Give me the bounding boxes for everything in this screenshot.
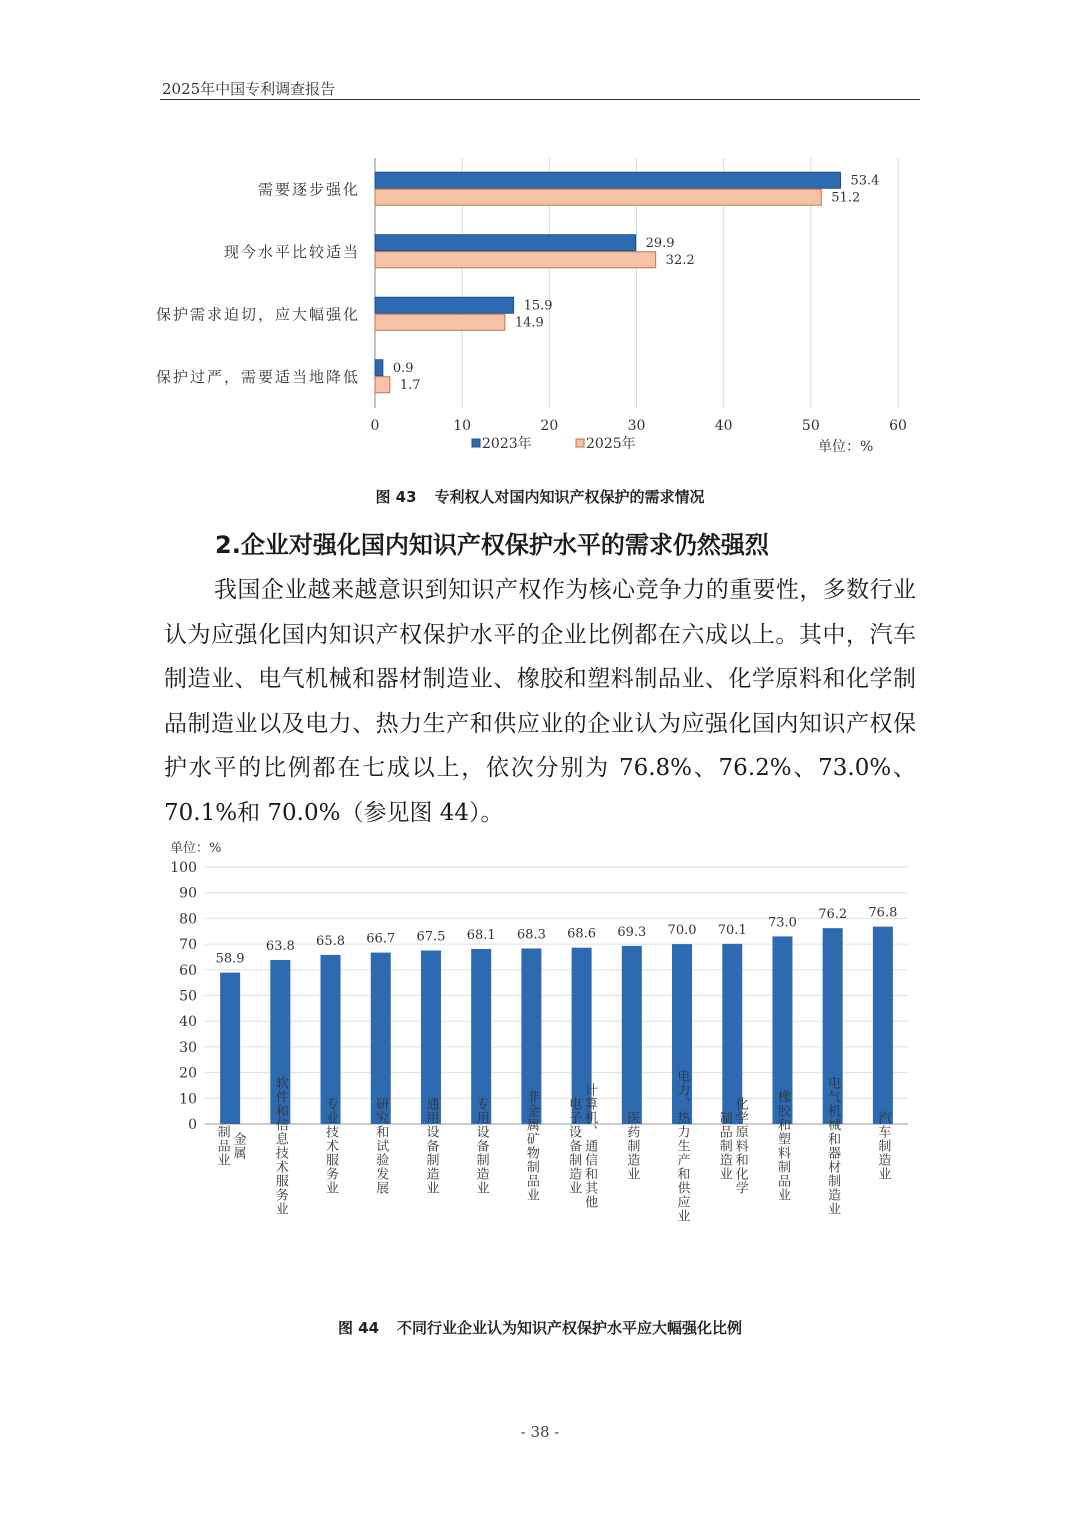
category-label: 汽车制造业 — [875, 1111, 891, 1181]
bar — [873, 927, 893, 1124]
x-tick-label: 50 — [801, 418, 820, 434]
figure-44-chart — [150, 836, 925, 1306]
data-label: 15.9 — [523, 298, 553, 314]
y-tick-label: 20 — [179, 1065, 197, 1082]
bar-2025 — [375, 314, 505, 330]
section-heading: 2.企业对强化国内知识产权保护水平的需求仍然强烈 — [215, 531, 769, 559]
category-label: 金属 — [230, 1132, 246, 1160]
x-tick-label: 10 — [453, 418, 472, 434]
legend-label: 2025年 — [586, 436, 636, 452]
data-label: 70.0 — [667, 923, 697, 939]
legend-label: 2023年 — [482, 436, 532, 452]
y-tick-label: 0 — [188, 1117, 197, 1133]
data-label: 63.8 — [265, 939, 295, 955]
category-label: 电子设备制造业 — [566, 1097, 582, 1195]
unit-label: 单位：% — [170, 841, 222, 856]
data-label: 76.2 — [818, 907, 848, 923]
unit-label: 单位：% — [818, 439, 874, 455]
x-tick-label: 40 — [714, 418, 733, 434]
legend-swatch — [472, 439, 480, 447]
figure-43-number: 图 43 — [375, 488, 417, 506]
bar-2025 — [375, 377, 390, 393]
data-label: 68.1 — [466, 927, 496, 943]
category-label: 现今水平比较适当 — [223, 242, 360, 261]
category-label: 需要逐步强化 — [257, 180, 360, 199]
bar-2023 — [375, 172, 840, 188]
y-tick-label: 10 — [179, 1091, 197, 1108]
y-tick-label: 70 — [179, 937, 197, 954]
data-label: 29.9 — [645, 235, 675, 251]
category-label: 橡胶和塑料制品业 — [774, 1090, 790, 1202]
x-tick-label: 30 — [627, 418, 646, 434]
figure-43-title: 专利权人对国内知识产权保护的需求情况 — [434, 488, 705, 506]
category-label: 保护需求迫切，应大幅强化 — [155, 305, 360, 324]
x-tick-label: 60 — [889, 418, 907, 434]
y-tick-label: 100 — [170, 860, 197, 876]
data-label: 70.1 — [717, 922, 747, 938]
bar — [220, 973, 240, 1124]
figure-44-title: 不同行业企业认为知识产权保护水平应大幅强化比例 — [397, 1319, 743, 1337]
figure-44-caption — [0, 1317, 1080, 1338]
data-label: 76.8 — [868, 905, 898, 921]
header-rule — [160, 99, 920, 100]
data-label: 32.2 — [665, 252, 695, 268]
category-label: 保护过严，需要适当地降低 — [155, 367, 360, 386]
legend-swatch — [576, 439, 584, 447]
data-label: 1.7 — [399, 377, 421, 393]
y-tick-label: 50 — [179, 988, 197, 1005]
category-label: 电气机械和器材制造业 — [825, 1076, 841, 1216]
category-label: 化学原料和化学 — [732, 1097, 748, 1195]
bar — [622, 946, 642, 1124]
bar-2023 — [375, 297, 514, 313]
category-label: 计算机、通信和其他 — [582, 1083, 598, 1209]
running-header: 2025年中国专利调查报告 — [162, 80, 336, 98]
y-tick-label: 60 — [179, 962, 197, 979]
category-label: 医药制造业 — [624, 1111, 640, 1181]
data-label: 69.3 — [617, 924, 647, 940]
data-label: 14.9 — [514, 315, 544, 331]
data-label: 73.0 — [767, 915, 797, 931]
category-label: 非金属矿物制品业 — [523, 1090, 539, 1202]
bar-2023 — [375, 360, 383, 376]
data-label: 58.9 — [215, 951, 245, 967]
x-tick-label: 0 — [370, 418, 380, 434]
bar-2023 — [375, 235, 636, 251]
category-label: 制品制造业 — [716, 1111, 732, 1181]
y-tick-label: 90 — [179, 885, 197, 902]
data-label: 0.9 — [392, 360, 414, 376]
body-paragraph: 我国企业越来越意识到知识产权作为核心竞争力的重要性，多数行业认为应强化国内知识产权保护水平的企业比例都在六成以上。其中，汽车制造业、电气机械和器材制造业、橡胶和塑料制品业、化学原料和化学制品制造业以及电力、热力生产和供应业的企业认为应强化国内知识产权保护水平的比例都在七成以上，依次分别为 76.8%、76.2%、73.0%、70.1%和 70.0%（参见图 44）。 — [164, 577, 916, 826]
figure-43-chart — [150, 150, 920, 465]
category-label: 制品业 — [214, 1125, 230, 1167]
figure-43-caption — [0, 486, 1080, 507]
data-label: 51.2 — [831, 190, 861, 206]
category-label: 专业技术服务业 — [323, 1097, 339, 1195]
y-tick-label: 80 — [179, 911, 197, 928]
data-label: 65.8 — [316, 933, 346, 949]
page-number: - 38 - — [520, 1423, 560, 1441]
bar-2025 — [375, 189, 821, 205]
data-label: 67.5 — [416, 929, 446, 945]
figure-44-number: 图 44 — [337, 1319, 380, 1337]
category-label: 电力、热力生产和供应业 — [674, 1069, 690, 1223]
data-label: 66.7 — [366, 931, 396, 947]
data-label: 68.3 — [516, 927, 546, 943]
data-label: 53.4 — [850, 173, 880, 189]
x-tick-label: 20 — [540, 418, 559, 434]
category-label: 专用设备制造业 — [473, 1097, 489, 1195]
data-label: 68.6 — [567, 926, 597, 942]
y-tick-label: 30 — [179, 1039, 197, 1056]
category-label: 通用设备制造业 — [423, 1097, 439, 1195]
category-label: 研究和试验发展 — [373, 1097, 389, 1195]
bar-2025 — [375, 252, 656, 268]
category-label: 软件和信息技术服务业 — [272, 1076, 288, 1216]
y-tick-label: 40 — [179, 1014, 197, 1031]
